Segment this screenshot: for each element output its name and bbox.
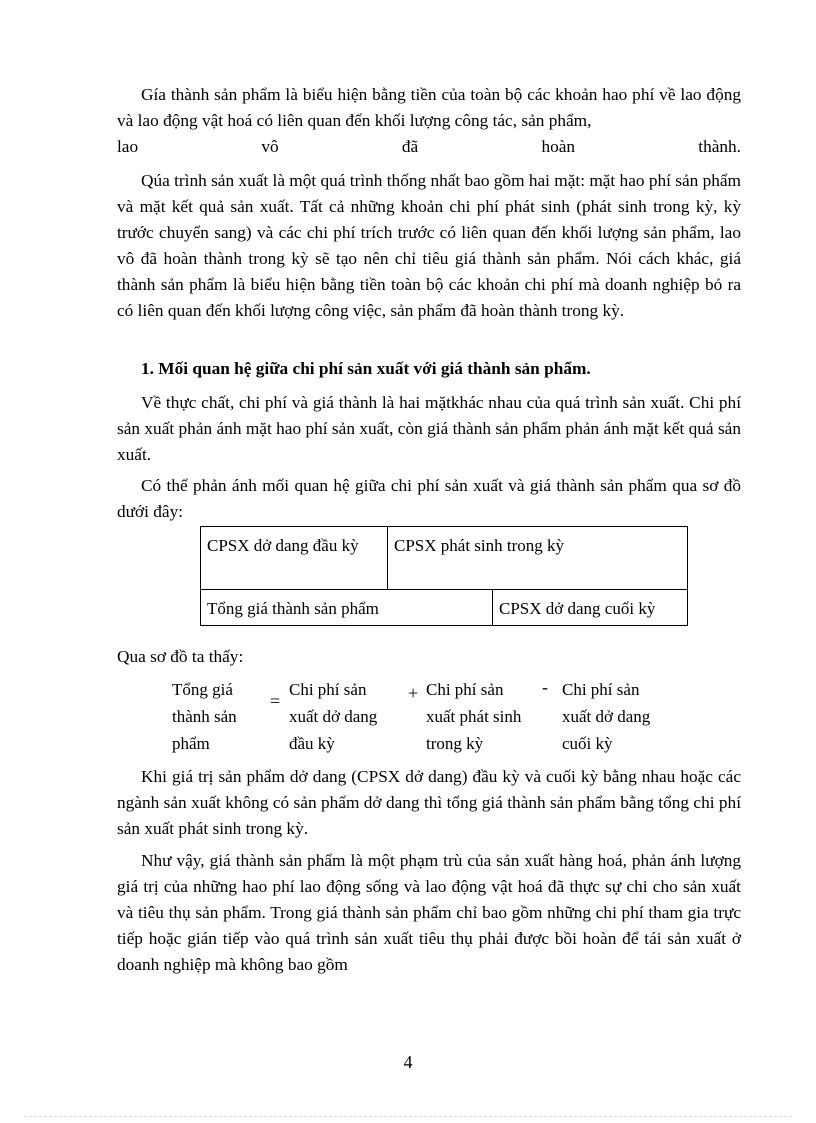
formula-term-line: cuối kỳ: [562, 734, 613, 753]
page-bottom-divider: [24, 1116, 792, 1117]
paragraph-diagram-conclusion: Qua sơ đồ ta thấy:: [117, 647, 244, 666]
formula-term-total-cost: [172, 676, 272, 757]
diagram-cell-opening-wip: CPSX dở dang đầu kỳ: [201, 527, 388, 590]
formula-term-closing-wip: [562, 676, 680, 757]
diagram-cell-incurred-cost: CPSX phát sinh trong kỳ: [388, 527, 688, 590]
paragraph-production-process: Qúa trình sản xuất là một quá trình thống nhất bao gồm hai mặt: mặt hao phí sản phẩm và mặt kết quả sản xuất. Tất cả những khoản chi phí phát sinh (phát sinh trong kỳ, kỳ trước chuyển sang) và các chi phí trích trước có liên quan đến khối lượng sản phẩm, lao vô đã hoàn thành trong kỳ sẽ tạo nên chỉ tiêu giá thành sản phẩm. Nói cách khác, giá thành sản phẩm là biểu hiện bằng tiền toàn bộ các khoản chi phí mà doanh nghiệp bỏ ra có liên quan đến khối lượng công việc, sản phẩm đã hoàn thành trong kỳ.: [117, 171, 741, 320]
paragraph-definition: [117, 82, 741, 134]
formula-term-line: Chi phí sản: [426, 680, 504, 699]
paragraph-cost-category: Như vậy, giá thành sản phẩm là một phạm trù của sản xuất hàng hoá, phản ánh lượng giá trị của những hao phí lao động sống và lao động vật hoá đã thực sự chi cho sản xuất và tiêu thụ sản phẩm. Trong giá thành sản phẩm chỉ bao gồm những chi phí tham gia trực tiếp hoặc gián tiếp vào quá trình sản xuất tiêu thụ phải được bồi hoàn để tái sản xuất ở doanh nghiệp mà không bao gồm: [117, 851, 741, 974]
formula-plus-sign: +: [408, 683, 419, 703]
section-heading: 1. Mối quan hệ giữa chi phí sản xuất với giá thành sản phẩm.: [141, 359, 591, 378]
formula-term-line: xuất dở dang: [562, 707, 651, 726]
formula-term-line: Tổng giá: [172, 680, 233, 699]
formula-term-line: Chi phí sản: [562, 680, 640, 699]
formula-term-incurred-cost: [426, 676, 544, 757]
formula-term-line: thành sản: [172, 707, 237, 726]
cost-formula: [172, 676, 692, 756]
cost-relationship-diagram: [200, 526, 688, 626]
formula-term-line: phẩm: [172, 734, 210, 753]
diagram-cell-closing-wip: CPSX dở dang cuối kỳ: [493, 590, 688, 626]
formula-term-line: trong kỳ: [426, 734, 484, 753]
paragraph-definition-last-line: lao vô đã hoàn thành.: [117, 137, 741, 156]
paragraph-essence: Về thực chất, chi phí và giá thành là hai mặtkhác nhau của quá trình sản xuất. Chi phí sản xuất phản ánh mặt hao phí sản xuất, còn giá thành sản phẩm phản ánh mặt kết quả sản xuất.: [117, 393, 741, 464]
paragraph-definition-text: Gía thành sản phẩm là biểu hiện bằng tiền của toàn bộ các khoản hao phí về lao động và lao động vật hoá có liên quan đến khối lượng công tác, sản phẩm,: [117, 85, 741, 130]
paragraph-diagram-intro: Có thể phản ánh mối quan hệ giữa chi phí sản xuất và giá thành sản phẩm qua sơ đồ dưới đây:: [117, 476, 741, 521]
formula-term-opening-wip: [289, 676, 407, 757]
formula-term-line: xuất phát sinh: [426, 707, 522, 726]
diagram-cell-total-cost: Tổng giá thành sản phẩm: [201, 590, 493, 626]
formula-term-line: đầu kỳ: [289, 734, 335, 753]
formula-minus-sign: -: [542, 677, 548, 697]
formula-term-line: xuất dở dang: [289, 707, 378, 726]
formula-equals-sign: =: [270, 691, 281, 711]
page-number: 4: [403, 1052, 413, 1072]
formula-term-line: Chi phí sản: [289, 680, 367, 699]
paragraph-equal-wip: Khi giá trị sản phẩm dở dang (CPSX dở dang) đầu kỳ và cuối kỳ bằng nhau hoặc các ngành sản xuất không có sản phẩm dở dang thì tổng giá thành sản phẩm bằng tổng chi phí sản xuất phát sinh trong kỳ.: [117, 767, 741, 838]
